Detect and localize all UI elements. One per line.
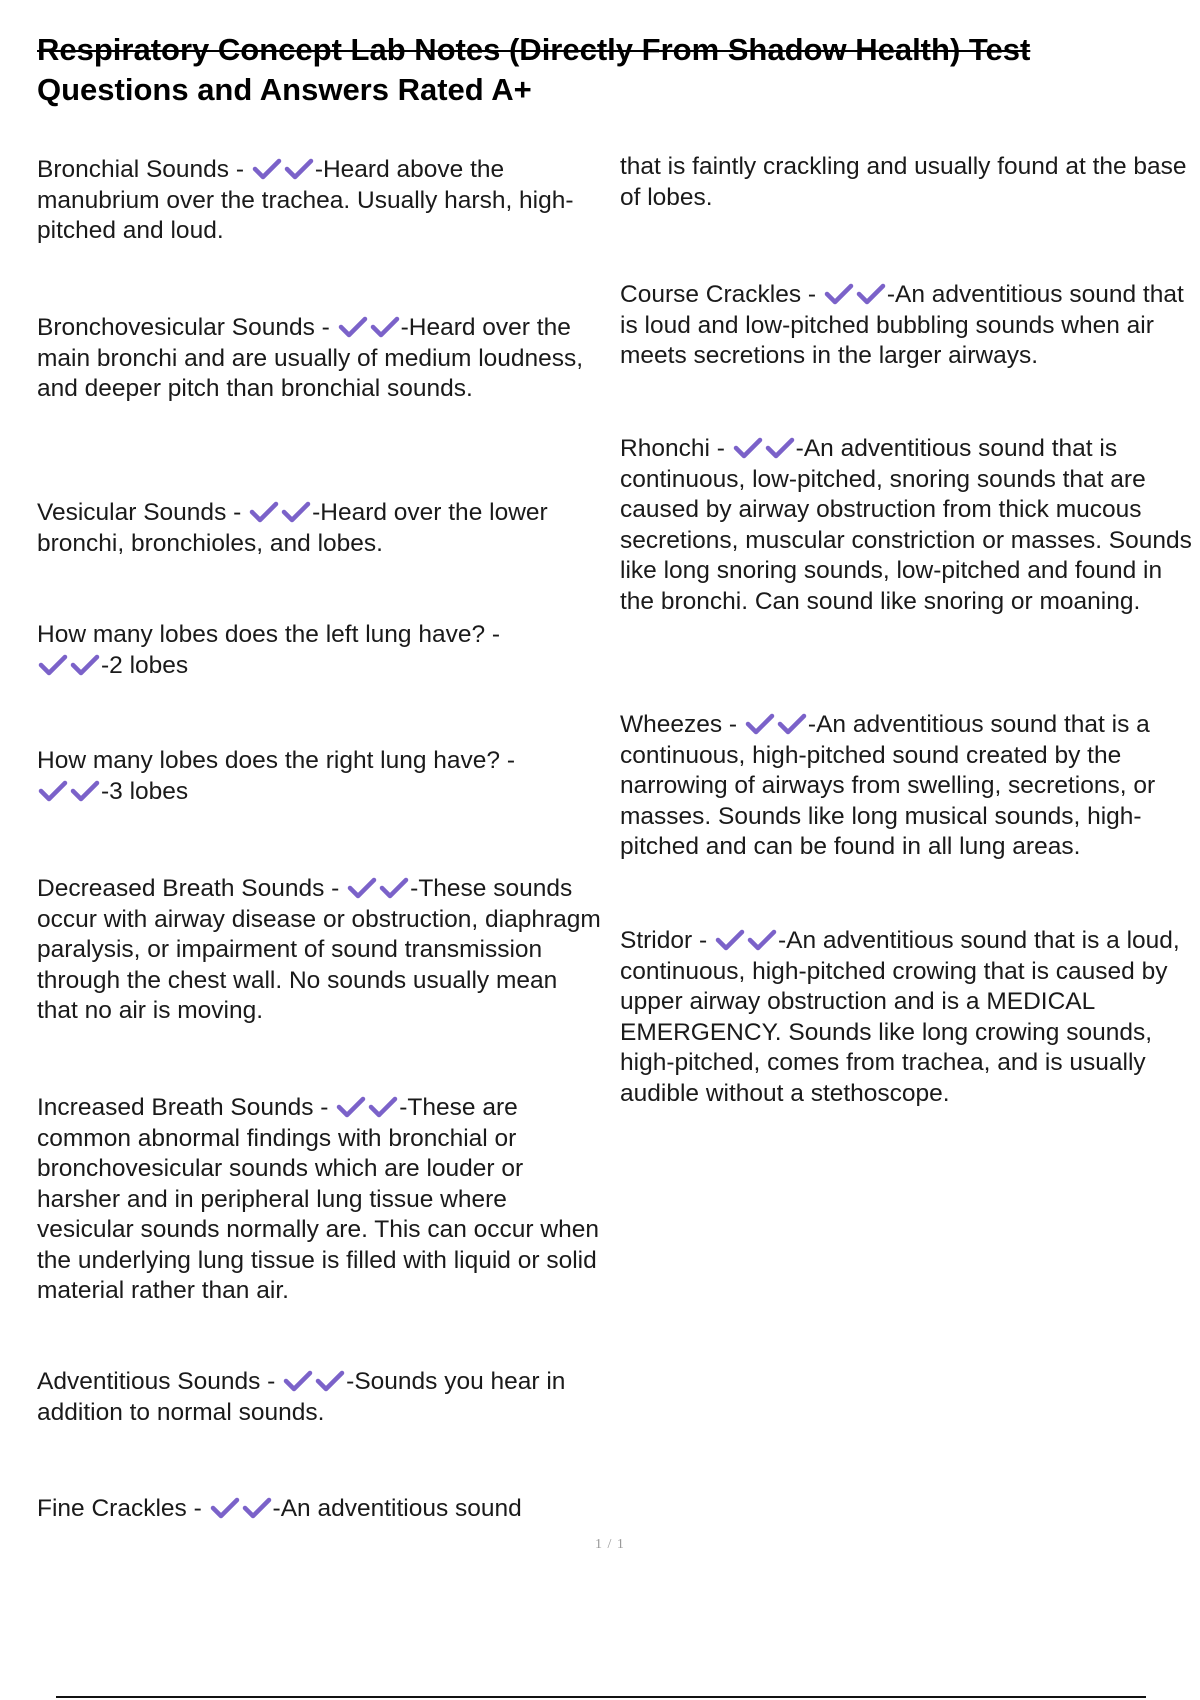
page-number: 1 / 1 [595,1537,625,1552]
check-icon [338,316,368,338]
check-icon [368,1096,398,1118]
check-icon [733,437,763,459]
qa-term: Vesicular Sounds - [37,499,249,526]
qa-answer: -An adventitious sound that is a loud, continuous, high-pitched crowing that is caused by upper airway obstruction and is a MEDICAL EMERGENCY. Sounds like long crowing sounds, high-pitched, comes from trachea, and is usually audible without a stethoscope. [620,927,1180,1107]
qa-term: Course Crackles - [620,281,823,308]
check-icon [315,1370,345,1392]
qa-term: Increased Breath Sounds - [37,1094,336,1121]
check-icon [824,283,854,305]
qa-term: Stridor - [620,927,714,954]
check-icon [210,1497,240,1519]
qa-entry-adventitious-sounds [37,1367,602,1428]
check-icon [747,929,777,951]
qa-entry-right-lung-lobes [37,746,602,807]
qa-term: Adventitious Sounds - [37,1368,283,1395]
document-title [37,30,1137,110]
qa-answer: -An adventitious sound [272,1495,522,1522]
qa-entry-stridor [620,926,1200,1109]
qa-term: Decreased Breath Sounds - [37,875,347,902]
qa-answer: -Heard over the main bronchi and are usually of medium loudness, and deeper pitch than bronchial sounds. [37,314,584,402]
qa-term: Bronchial Sounds - [37,156,251,183]
qa-entry-decreased-breath-sounds [37,874,602,1027]
qa-term: How many lobes does the right lung have? - [37,747,516,774]
qa-answer: -An adventitious sound that is loud and low-pitched bubbling sounds when air meets secretions in the larger airways. [620,281,1184,369]
qa-answer: -An adventitious sound that is a continuous, high-pitched sound created by the narrowing of airways from swelling, secretions, or masses. Sounds like long musical sounds, high-pitched and can be found in all lung areas. [620,711,1156,860]
qa-entry-left-lung-lobes [37,620,602,681]
qa-entry-fine-crackles [37,1494,602,1525]
qa-answer: -Heard over the lower bronchi, bronchioles, and lobes. [37,499,548,557]
qa-answer: -These sounds occur with airway disease or obstruction, diaphragm paralysis, or impairment of sound transmission through the chest wall. No sounds usually mean that no air is moving. [37,875,601,1024]
qa-answer: -These are common abnormal findings with bronchial or bronchovesicular sounds which are louder or harsher and in peripheral lung tissue where vesicular sounds normally are. This can occur when the underlying lung tissue is filled with liquid or solid material rather than air. [37,1094,599,1304]
qa-answer: -2 lobes [101,651,189,679]
qa-answer-continuation: that is faintly crackling and usually found at the base of lobes. [620,153,1187,211]
check-icon [283,1370,313,1392]
qa-entry-course-crackles [620,280,1200,372]
qa-answer: -Heard above the manubrium over the trachea. Usually harsh, high-pitched and loud. [37,156,574,244]
footer-divider [56,1696,1146,1698]
check-icon [249,501,279,523]
document-title-line-1: Respiratory Concept Lab Notes (Directly From Shadow Health) Test [37,32,1031,67]
qa-term: Wheezes - [620,711,744,738]
qa-term: How many lobes does the left lung have? - [37,621,501,648]
qa-term: Rhonchi - [620,435,732,462]
check-icon [856,283,886,305]
check-icon [281,501,311,523]
qa-entry-rhonchi [620,434,1200,617]
check-icon [347,877,377,899]
qa-answer: -3 lobes [101,777,189,805]
qa-term: Fine Crackles - [37,1495,209,1522]
qa-term: Bronchovesicular Sounds - [37,314,337,341]
qa-entry-increased-breath-sounds [37,1093,602,1307]
check-icon [370,316,400,338]
qa-entry-wheezes [620,710,1200,863]
check-icon [70,654,100,676]
check-icon [284,158,314,180]
check-icon [70,780,100,802]
check-icon [38,654,68,676]
check-icon [745,713,775,735]
qa-entry-bronchial-sounds [37,155,602,247]
check-icon [252,158,282,180]
check-icon [38,780,68,802]
check-icon [336,1096,366,1118]
check-icon [242,1497,272,1519]
qa-entry-vesicular-sounds [37,498,602,559]
check-icon [765,437,795,459]
document-title-line-2: Questions and Answers Rated A+ [37,72,532,107]
qa-entry-fine-crackles-continued [620,152,1200,213]
qa-answer: -Sounds you hear in addition to normal sounds. [37,1368,566,1426]
check-icon [379,877,409,899]
check-icon [715,929,745,951]
qa-answer: -An adventitious sound that is continuous, low-pitched, snoring sounds that are caused by airway obstruction from thick mucous secretions, muscular constriction or masses. Sounds like long snoring sounds, low-pitched and found in the bronchi. Can sound like snoring or moaning. [620,435,1192,615]
check-icon [777,713,807,735]
qa-entry-bronchovesicular-sounds [37,313,602,405]
